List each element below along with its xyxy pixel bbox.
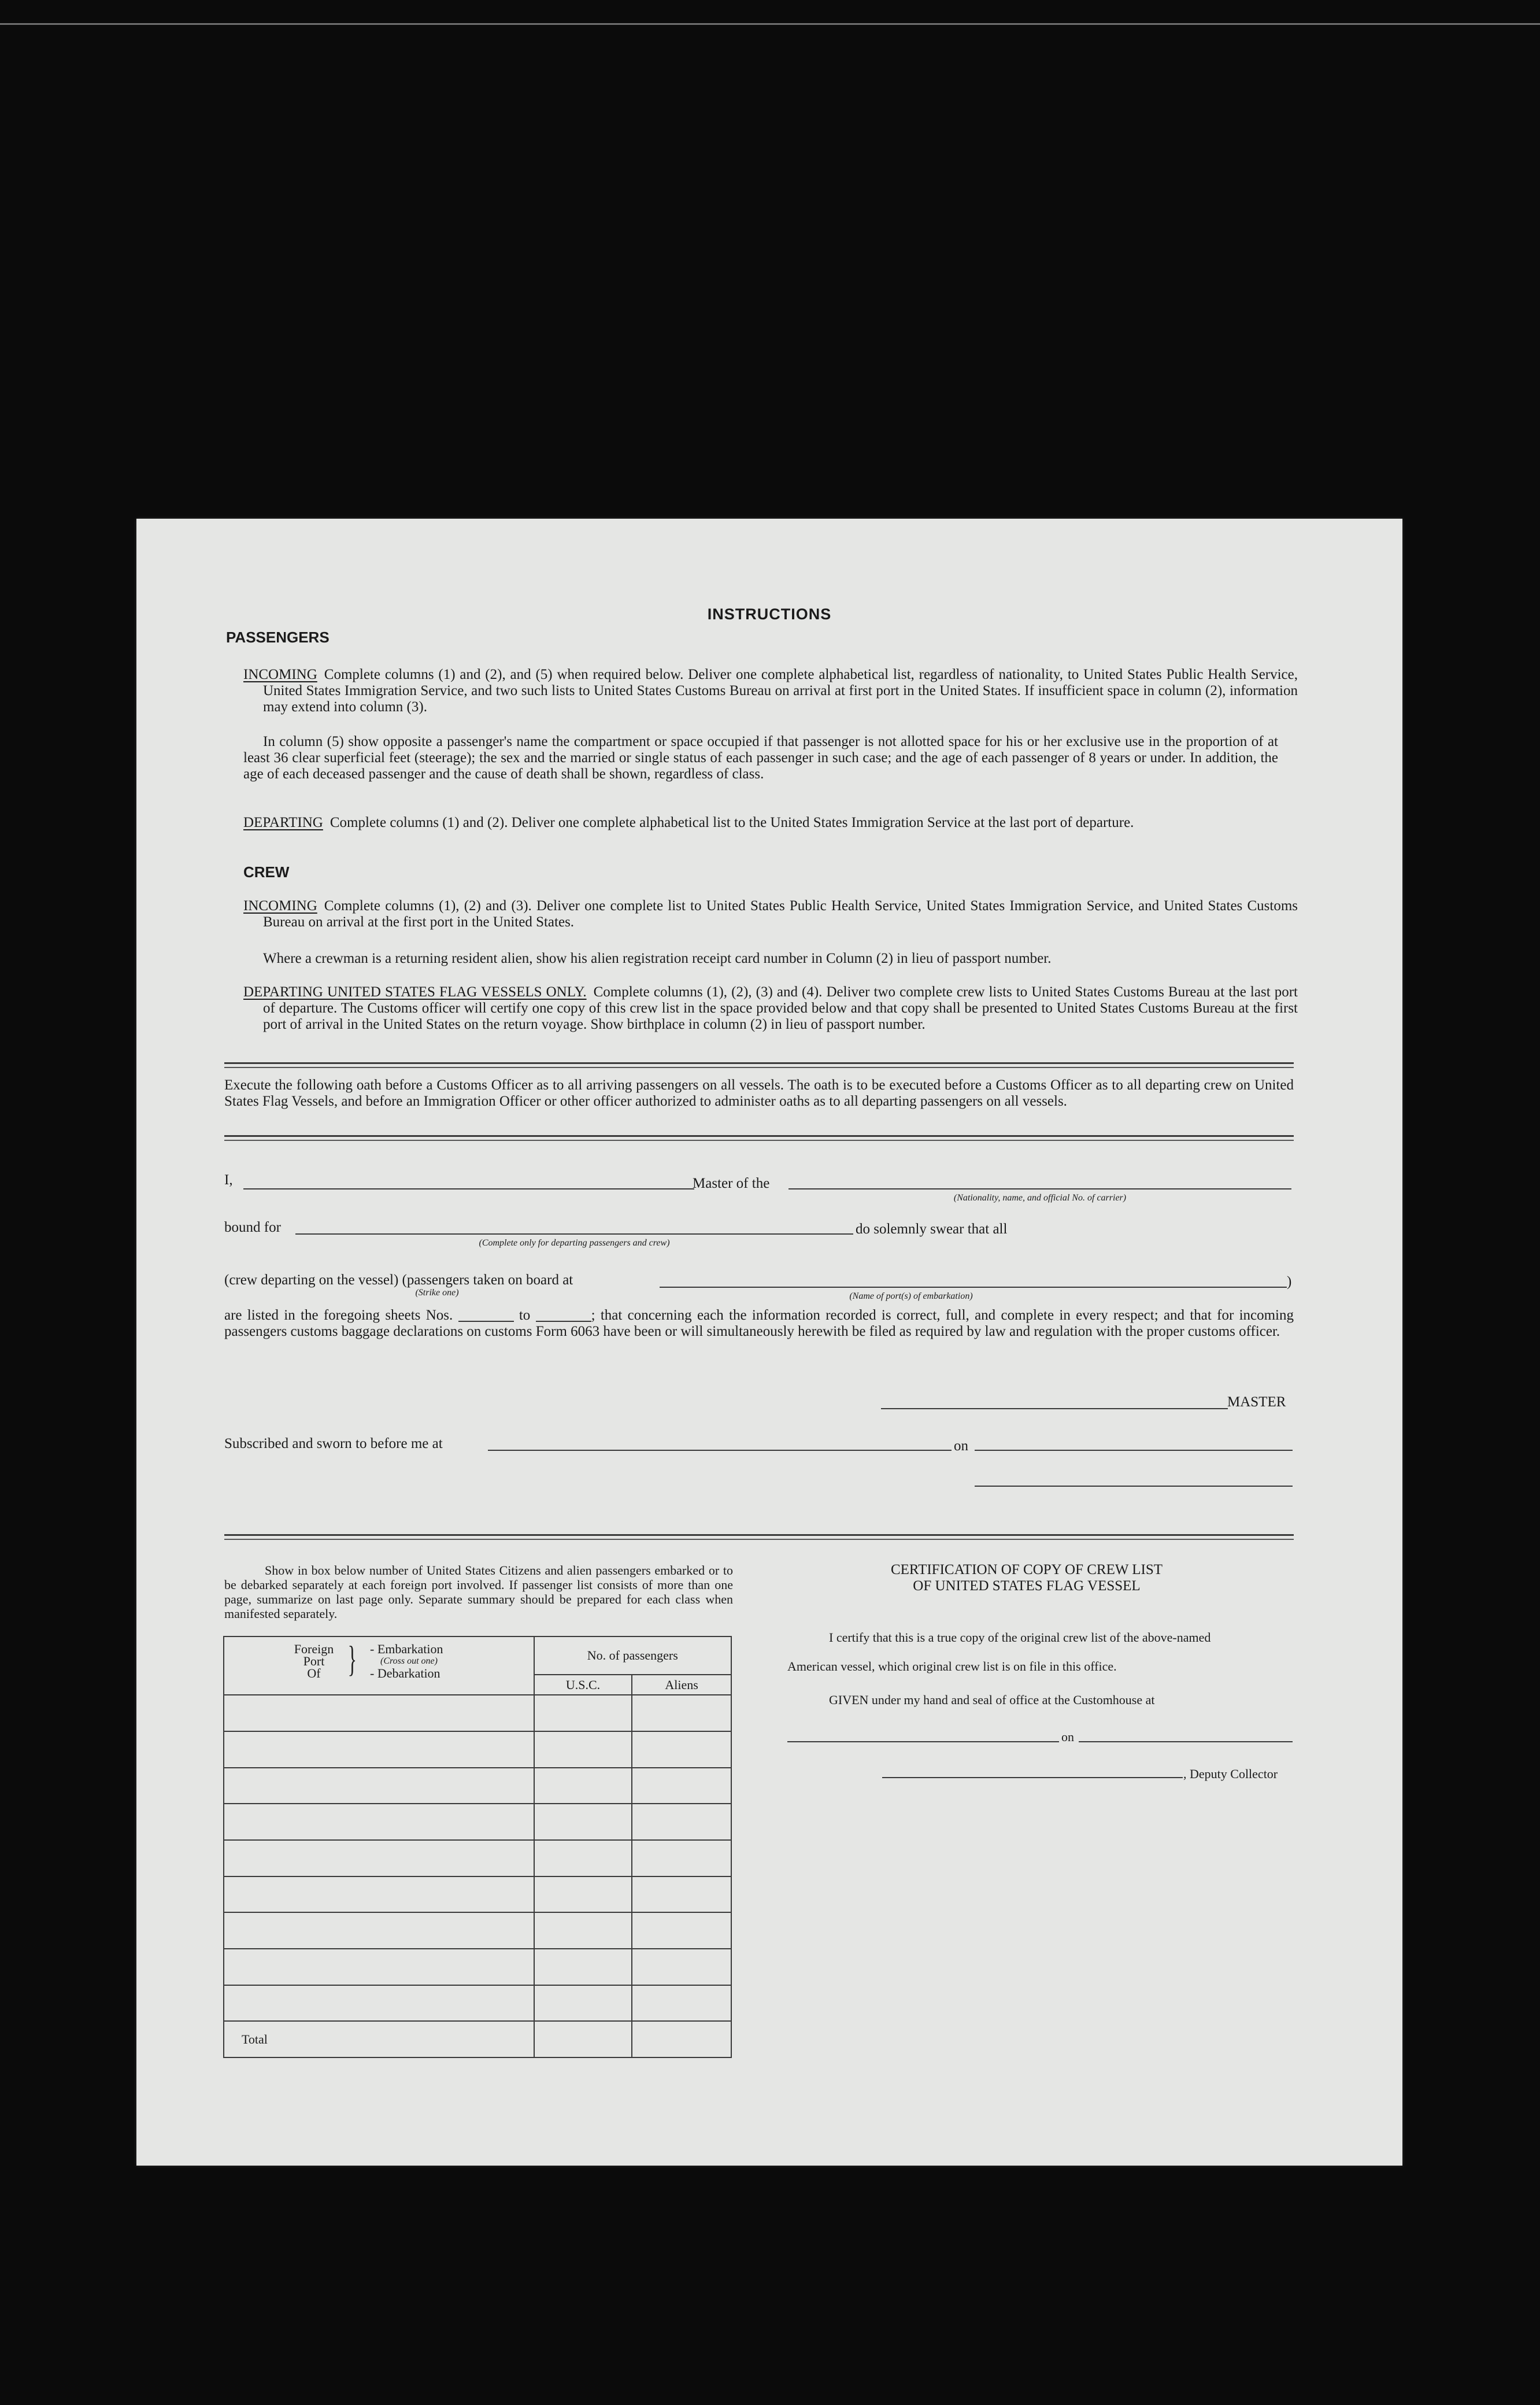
passengers-departing-text: Complete columns (1) and (2). Deliver one complete alphabetical list to the United States Immigration Service at the last port of departure. — [330, 815, 1134, 830]
carrier-caption: (Nationality, name, and official No. of carrier) — [953, 1193, 1127, 1203]
port-cell[interactable] — [224, 1731, 534, 1768]
embarkation-option[interactable]: - Embarkation — [370, 1642, 443, 1656]
crew-departing-label: DEPARTING UNITED STATES FLAG VESSELS ONLY. — [243, 984, 587, 1000]
officer-signature-field[interactable] — [975, 1486, 1293, 1487]
usc-cell[interactable] — [534, 1840, 632, 1876]
section-divider-double — [224, 1067, 1294, 1068]
sheets-to: to — [519, 1307, 531, 1323]
port-cell[interactable] — [224, 1804, 534, 1840]
aliens-cell[interactable] — [632, 1731, 731, 1768]
passengers-incoming — [243, 667, 1298, 715]
aliens-cell[interactable] — [632, 1695, 731, 1731]
embarkation-ports-field[interactable] — [660, 1287, 1287, 1288]
port-cell[interactable] — [224, 1876, 534, 1913]
strike-one-caption: (Strike one) — [415, 1288, 459, 1298]
ports-caption: (Name of port(s) of embarkation) — [849, 1291, 973, 1301]
usc-cell[interactable] — [534, 1876, 632, 1913]
master-of-the-label: Master of the — [693, 1176, 770, 1191]
passenger-summary-table — [223, 1636, 732, 2058]
deputy-collector-label: , Deputy Collector — [1183, 1767, 1278, 1781]
port-cell[interactable] — [224, 1840, 534, 1876]
crew-incoming-text: Complete columns (1), (2) and (3). Deliver one complete list to United States Public Health Service, United States Immigration Service, and United States Customs Bureau on arrival at the first port in the United States. — [263, 898, 1298, 930]
passengers-heading: PASSENGERS — [226, 629, 330, 646]
port-cell[interactable] — [224, 1912, 534, 1949]
port-cell[interactable] — [224, 1985, 534, 2022]
usc-cell[interactable] — [534, 1949, 632, 1985]
customhouse-field[interactable] — [787, 1741, 1059, 1742]
certification-date-field[interactable] — [1079, 1741, 1293, 1742]
crew-departing-text: Complete columns (1), (2), (3) and (4). Deliver two complete crew lists to United States Customs Bureau at the last port of departure. The Customs officer will certify one copy of this crew list in the space provided below and that copy shall be presented to United States Customs Bureau at the first port of arrival in the United States on the return voyage. Show birthplace in column (2) in lieu of passport number. — [263, 984, 1298, 1032]
given-under-hand: GIVEN under my hand and seal of office at the Customhouse at — [829, 1693, 1155, 1707]
usc-total-cell[interactable] — [534, 2021, 632, 2057]
port-header-cell — [224, 1636, 534, 1695]
aliens-header: Aliens — [632, 1675, 731, 1695]
certify-line-1: I certify that this is a true copy of the original crew list of the above-named — [829, 1630, 1211, 1645]
port-cell[interactable] — [224, 1768, 534, 1804]
close-paren: ) — [1287, 1274, 1292, 1290]
subscribed-label: Subscribed and sworn to before me at — [224, 1436, 443, 1451]
aliens-cell[interactable] — [632, 1949, 731, 1985]
deputy-signature-field[interactable] — [882, 1777, 1183, 1778]
passengers-departing — [243, 815, 1298, 831]
crew-incoming — [243, 898, 1298, 930]
page-title: INSTRUCTIONS — [707, 605, 832, 623]
brace-icon: } — [347, 1638, 357, 1679]
total-label: Total — [224, 2021, 534, 2057]
master-signature-label: MASTER — [1227, 1394, 1286, 1410]
passengers-departing-label: DEPARTING — [243, 815, 323, 830]
crew-heading: CREW — [243, 863, 290, 881]
usc-cell[interactable] — [534, 1695, 632, 1731]
sheet-from-field[interactable] — [458, 1321, 514, 1322]
passengers-count-header: No. of passengers — [534, 1636, 731, 1675]
bound-for-label: bound for — [224, 1220, 281, 1235]
oath-divider — [224, 1135, 1294, 1137]
cross-out-caption: (Cross out one) — [380, 1656, 438, 1666]
oath-i-label: I, — [224, 1172, 233, 1188]
usc-header: U.S.C. — [534, 1675, 632, 1695]
usc-cell[interactable] — [534, 1912, 632, 1949]
summary-instructions: Show in box below number of United States Citizens and alien passengers embarked or to be debarked separately at each foreign port involved. If passenger list consists of more than one page, summarize on last page only. Separate summary should be prepared for each class when manifested separately. — [224, 1563, 733, 1621]
subscribed-on-label: on — [954, 1438, 968, 1454]
port-cell[interactable] — [224, 1695, 534, 1731]
section-divider — [224, 1062, 1294, 1064]
debarkation-option[interactable]: - Debarkation — [370, 1666, 440, 1680]
certification-on-label: on — [1061, 1730, 1074, 1744]
usc-cell[interactable] — [534, 1768, 632, 1804]
sheets-prefix: are listed in the foregoing sheets Nos. — [224, 1307, 453, 1323]
usc-cell[interactable] — [534, 1985, 632, 2022]
document-sheet — [136, 519, 1402, 2166]
usc-cell[interactable] — [534, 1731, 632, 1768]
foreign-label: Foreign — [294, 1642, 334, 1656]
certification-heading-1: CERTIFICATION OF COPY OF CREW LIST — [890, 1562, 1163, 1578]
sheets-suffix: ; that concerning each the information recorded is correct, full, and complete in every respect; and that for incoming passengers customs baggage declarations on customs Form 6063 have been or will simultaneously herewith be filed as required by law and regulation with the proper customs officer. — [224, 1307, 1294, 1339]
crew-departing-choice: (crew departing on the vessel) (passengers taken on board at — [224, 1272, 573, 1288]
bound-for-field[interactable] — [295, 1233, 853, 1235]
aliens-cell[interactable] — [632, 1840, 731, 1876]
port-cell[interactable] — [224, 1949, 534, 1985]
aliens-total-cell[interactable] — [632, 2021, 731, 2057]
bound-for-caption: (Complete only for departing passengers and crew) — [479, 1238, 670, 1248]
port-label: Port — [303, 1654, 325, 1668]
crew-resident-text: Where a crewman is a returning resident alien, show his alien registration receipt card number in Column (2) in lieu of passport number. — [263, 951, 1052, 966]
master-name-field[interactable] — [243, 1188, 694, 1189]
oath-intro: Execute the following oath before a Customs Officer as to all arriving passengers on all vessels. The oath is to be executed before a Customs Officer as to all departing crew on United States Flag Vessels, and before an Immigration Officer or other officer authorized to administer oaths as to all departing passengers on all vessels. — [224, 1077, 1294, 1109]
summary-divider — [224, 1534, 1294, 1536]
aliens-cell[interactable] — [632, 1804, 731, 1840]
carrier-field[interactable] — [788, 1188, 1291, 1189]
passengers-incoming-text: Complete columns (1) and (2), and (5) when required below. Deliver one complete alphabetical list, regardless of nationality, to United States Public Health Service, United States Immigration Service, and two such lists to United States Customs Bureau on arrival at first port in the United States. If insufficient space in column (2), information may extend into column (3). — [263, 667, 1298, 715]
crew-incoming-label: INCOMING — [243, 898, 317, 914]
summary-divider-double — [224, 1539, 1294, 1540]
crew-departing — [243, 984, 1298, 1033]
usc-cell[interactable] — [534, 1804, 632, 1840]
master-signature-field[interactable] — [881, 1408, 1228, 1409]
oath-divider-double — [224, 1140, 1294, 1141]
passengers-column5-text: In column (5) show opposite a passenger's name the compartment or space occupied if that passenger is not allotted space for his or her exclusive use in the proportion of at least 36 clear superficial feet (steerage); the sex and the married or single status of each passenger in such case; and the age of each passenger of 8 years or under. In addition, the age of each deceased passenger and the cause of death shall be shown, regardless of class. — [243, 734, 1278, 782]
swear-label: do solemnly swear that all — [856, 1221, 1008, 1237]
sheet-to-field[interactable] — [536, 1321, 591, 1322]
aliens-cell[interactable] — [632, 1876, 731, 1913]
top-border-line — [0, 23, 1540, 25]
aliens-cell[interactable] — [632, 1912, 731, 1949]
sheets-statement — [224, 1307, 1294, 1340]
aliens-cell[interactable] — [632, 1768, 731, 1804]
of-label: Of — [307, 1666, 321, 1680]
certification-heading-2: OF UNITED STATES FLAG VESSEL — [913, 1578, 1141, 1594]
subscribed-date-field[interactable] — [975, 1450, 1293, 1451]
subscribed-place-field[interactable] — [488, 1450, 952, 1451]
certify-line-2: American vessel, which original crew list is on file in this office. — [787, 1659, 1117, 1673]
aliens-cell[interactable] — [632, 1985, 731, 2022]
passengers-incoming-label: INCOMING — [243, 667, 317, 682]
